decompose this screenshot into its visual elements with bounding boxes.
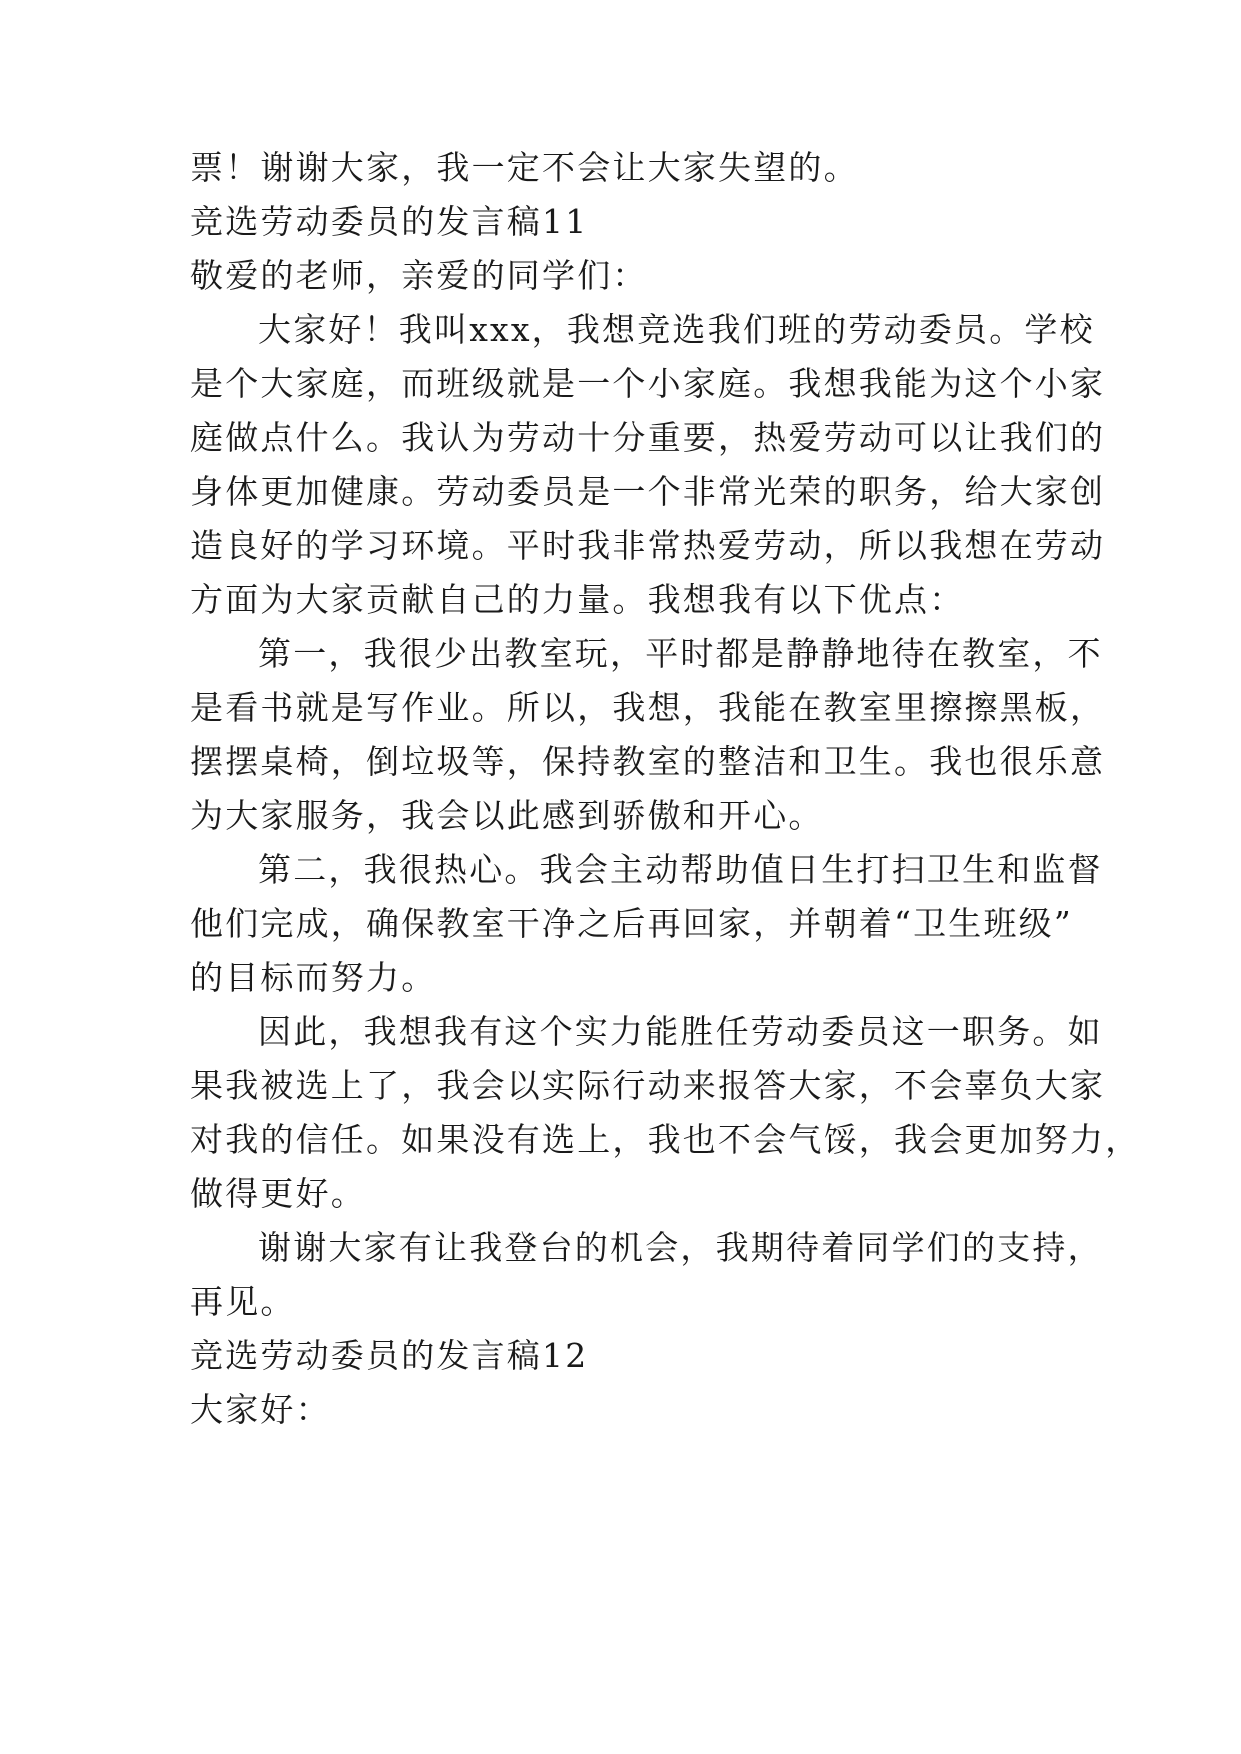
section-heading: 竞选劳动委员的发言稿12 [190, 1336, 589, 1375]
paragraph-line: 做得更好。 [190, 1174, 366, 1213]
paragraph-line: 第一，我很少出教室玩，平时都是静静地待在教室，不 [258, 634, 1103, 673]
paragraph-line: 方面为大家贡献自己的力量。我想我有以下优点： [190, 580, 965, 619]
section-heading: 竞选劳动委员的发言稿11 [190, 202, 589, 241]
paragraph-line: 身体更加健康。劳动委员是一个非常光荣的职务，给大家创 [190, 472, 1106, 511]
salutation: 敬爱的老师，亲爱的同学们： [190, 256, 648, 295]
paragraph-line: 庭做点什么。我认为劳动十分重要，热爱劳动可以让我们的 [190, 418, 1106, 457]
paragraph-line: 对我的信任。如果没有选上，我也不会气馁，我会更加努力， [190, 1120, 1141, 1159]
paragraph-line: 大家好！我叫xxx，我想竞选我们班的劳动委员。学校 [258, 310, 1095, 349]
paragraph-line: 因此，我想我有这个实力能胜任劳动委员这一职务。如 [258, 1012, 1103, 1051]
paragraph-line: 谢谢大家有让我登台的机会，我期待着同学们的支持， [258, 1228, 1103, 1267]
paragraph-line: 他们完成，确保教室干净之后再回家，并朝着“卫生班级” [190, 904, 1073, 943]
paragraph-line: 再见。 [190, 1282, 296, 1321]
paragraph-line: 第二，我很热心。我会主动帮助值日生打扫卫生和监督 [258, 850, 1103, 889]
text-line: 票！谢谢大家，我一定不会让大家失望的。 [190, 148, 859, 187]
paragraph-line: 的目标而努力。 [190, 958, 437, 997]
paragraph-line: 是看书就是写作业。所以，我想，我能在教室里擦擦黑板， [190, 688, 1106, 727]
paragraph-line: 摆摆桌椅，倒垃圾等，保持教室的整洁和卫生。我也很乐意 [190, 742, 1106, 781]
paragraph-line: 果我被选上了，我会以实际行动来报答大家，不会辜负大家 [190, 1066, 1106, 1105]
paragraph-line: 是个大家庭，而班级就是一个小家庭。我想我能为这个小家 [190, 364, 1106, 403]
salutation: 大家好： [190, 1390, 331, 1429]
paragraph-line: 为大家服务，我会以此感到骄傲和开心。 [190, 796, 824, 835]
paragraph-line: 造良好的学习环境。平时我非常热爱劳动，所以我想在劳动 [190, 526, 1106, 565]
